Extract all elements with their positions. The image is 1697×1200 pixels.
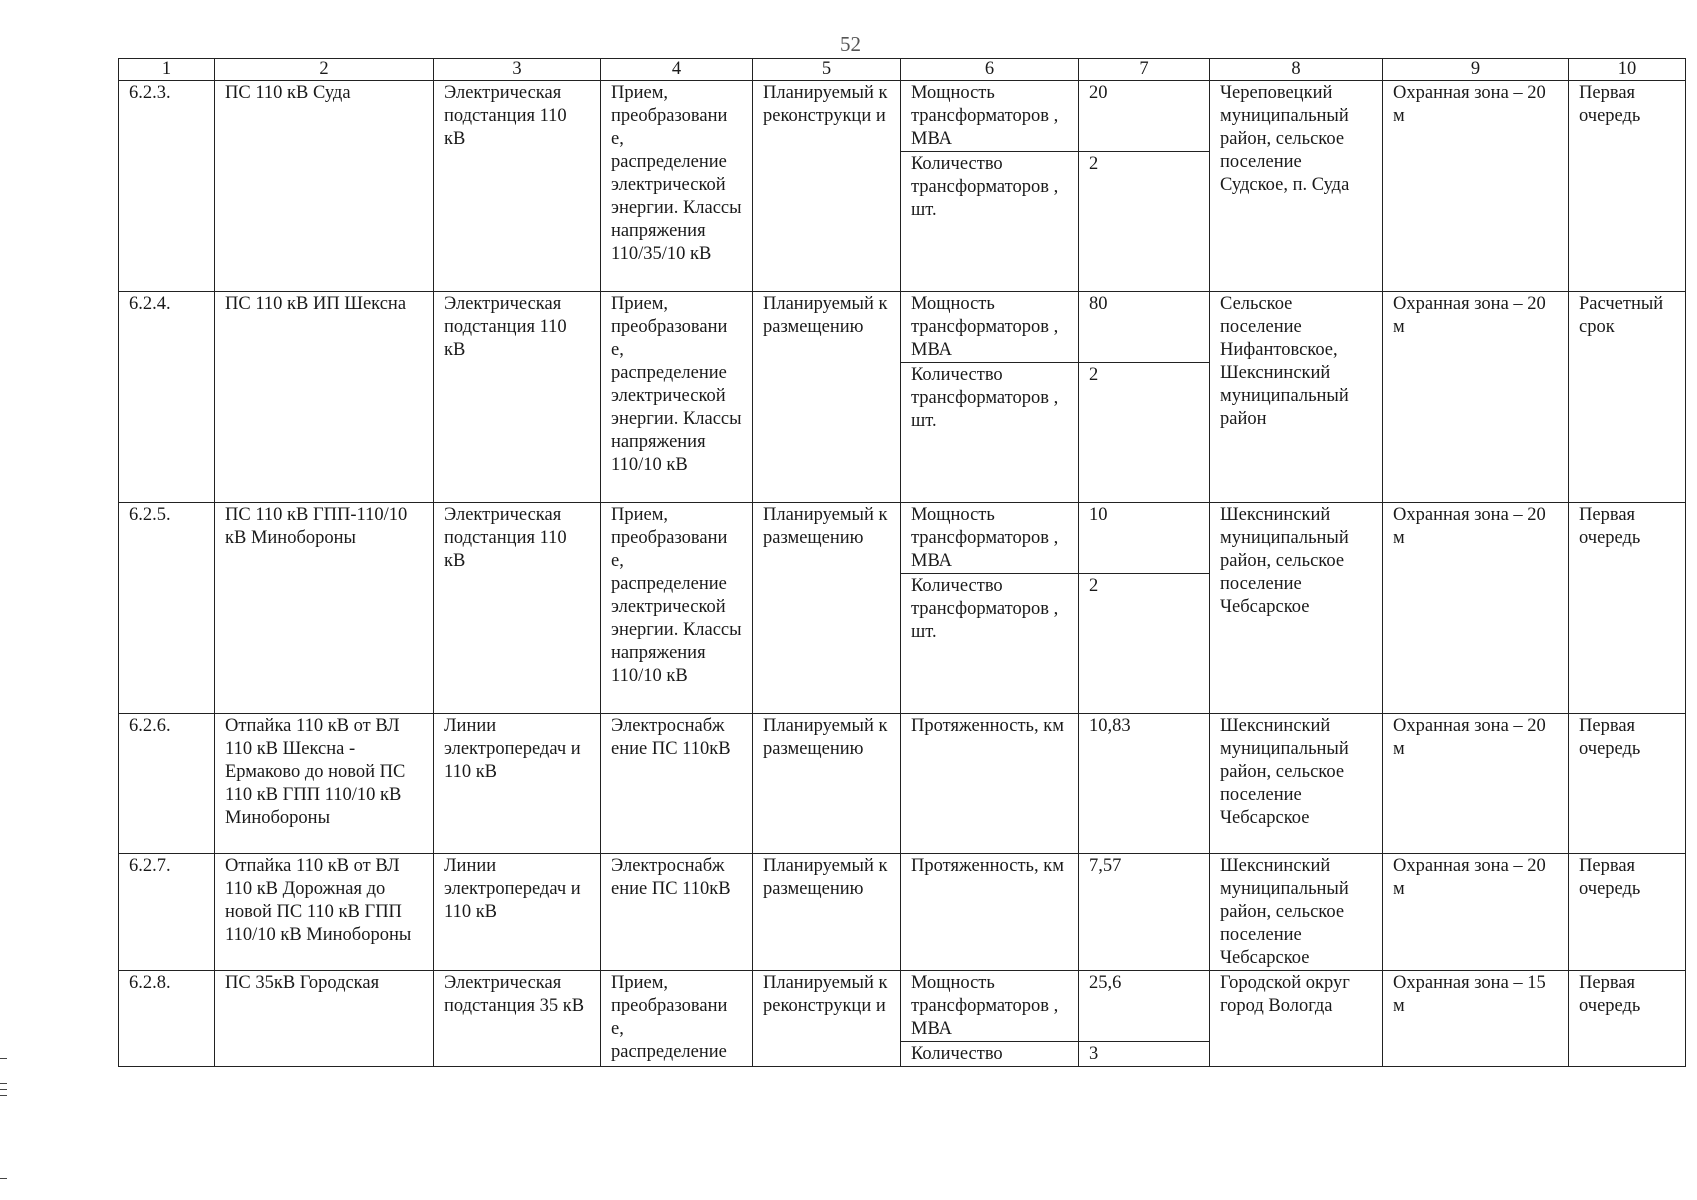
- cell-location: Сельское поселение Нифантовское, Шекснинский муниципальный район: [1210, 292, 1383, 503]
- col-header: 2: [215, 59, 434, 81]
- cell-number: 6.2.8.: [119, 971, 215, 1067]
- cell-param-value: 10,83: [1079, 714, 1210, 854]
- cell-purpose: Прием, преобразовани е, распределение: [601, 971, 753, 1067]
- cell-type: Электрическая подстанция 110 кВ: [434, 503, 601, 714]
- cell-name: ПС 110 кВ ГПП-110/10 кВ Минобороны: [215, 503, 434, 714]
- cell-term: Первая очередь: [1569, 971, 1686, 1067]
- cell-purpose: Прием, преобразовани е, распределение электрической энергии. Классы напряжения 110/10 кВ: [601, 292, 753, 503]
- header-row: [119, 59, 1686, 81]
- cell-name: ПС 35кВ Городская: [215, 971, 434, 1067]
- cell-number: 6.2.5.: [119, 503, 215, 714]
- cell-param-label: Количество: [901, 1042, 1079, 1067]
- cell-type: Электрическая подстанция 35 кВ: [434, 971, 601, 1067]
- cell-param-value: 25,6: [1079, 971, 1210, 1042]
- cell-term: Первая очередь: [1569, 854, 1686, 971]
- cell-param-label: Мощность трансформаторов , МВА: [901, 292, 1079, 363]
- table-row: [119, 292, 1686, 363]
- col-header: 10: [1569, 59, 1686, 81]
- margin-mark: [0, 1058, 7, 1059]
- cell-param-value: 3: [1079, 1042, 1210, 1067]
- col-header: 7: [1079, 59, 1210, 81]
- cell-number: 6.2.6.: [119, 714, 215, 854]
- cell-type: Линии электропередач и 110 кВ: [434, 714, 601, 854]
- cell-param-label: Протяженность, км: [901, 714, 1079, 854]
- cell-name: Отпайка 110 кВ от ВЛ 110 кВ Дорожная до новой ПС 110 кВ ГПП 110/10 кВ Минобороны: [215, 854, 434, 971]
- cell-status: Планируемый к размещению: [753, 503, 901, 714]
- cell-param-value: 2: [1079, 363, 1210, 503]
- col-header: 4: [601, 59, 753, 81]
- table-row: [119, 503, 1686, 574]
- cell-type: Электрическая подстанция 110 кВ: [434, 81, 601, 292]
- cell-term: Первая очередь: [1569, 81, 1686, 292]
- cell-number: 6.2.4.: [119, 292, 215, 503]
- col-header: 9: [1383, 59, 1569, 81]
- cell-status: Планируемый к реконструкци и: [753, 81, 901, 292]
- cell-term: Расчетный срок: [1569, 292, 1686, 503]
- cell-purpose: Электроснабж ение ПС 110кВ: [601, 714, 753, 854]
- cell-name: ПС 110 кВ ИП Шексна: [215, 292, 434, 503]
- cell-param-label: Количество трансформаторов , шт.: [901, 152, 1079, 292]
- table-row: [119, 81, 1686, 152]
- cell-location: Шекснинский муниципальный район, сельское поселение Чебсарское: [1210, 714, 1383, 854]
- cell-param-label: Мощность трансформаторов , МВА: [901, 971, 1079, 1042]
- margin-mark: [0, 1083, 7, 1084]
- cell-param-label: Количество трансформаторов , шт.: [901, 363, 1079, 503]
- table-row: [119, 714, 1686, 854]
- margin-mark: [0, 1178, 7, 1179]
- cell-purpose: Прием, преобразовани е, распределение электрической энергии. Классы напряжения 110/35/10 кВ: [601, 81, 753, 292]
- col-header: 3: [434, 59, 601, 81]
- cell-param-value: 2: [1079, 574, 1210, 714]
- cell-status: Планируемый к размещению: [753, 292, 901, 503]
- cell-location: Шекснинский муниципальный район, сельское поселение Чебсарское: [1210, 503, 1383, 714]
- cell-term: Первая очередь: [1569, 503, 1686, 714]
- cell-zone: Охранная зона – 20 м: [1383, 714, 1569, 854]
- cell-param-label: Количество трансформаторов , шт.: [901, 574, 1079, 714]
- table-row: [119, 971, 1686, 1042]
- col-header: 6: [901, 59, 1079, 81]
- cell-zone: Охранная зона – 20 м: [1383, 292, 1569, 503]
- cell-type: Линии электропередач и 110 кВ: [434, 854, 601, 971]
- cell-type: Электрическая подстанция 110 кВ: [434, 292, 601, 503]
- cell-param-value: 7,57: [1079, 854, 1210, 971]
- cell-number: 6.2.7.: [119, 854, 215, 971]
- cell-term: Первая очередь: [1569, 714, 1686, 854]
- objects-table: [118, 58, 1686, 1067]
- cell-param-value: 80: [1079, 292, 1210, 363]
- cell-number: 6.2.3.: [119, 81, 215, 292]
- cell-zone: Охранная зона – 20 м: [1383, 854, 1569, 971]
- cell-param-label: Мощность трансформаторов , МВА: [901, 503, 1079, 574]
- col-header: 8: [1210, 59, 1383, 81]
- margin-mark: [0, 1089, 7, 1090]
- cell-status: Планируемый к размещению: [753, 854, 901, 971]
- cell-zone: Охранная зона – 15 м: [1383, 971, 1569, 1067]
- cell-zone: Охранная зона – 20 м: [1383, 81, 1569, 292]
- cell-param-label: Протяженность, км: [901, 854, 1079, 971]
- cell-status: Планируемый к реконструкци и: [753, 971, 901, 1067]
- cell-purpose: Электроснабж ение ПС 110кВ: [601, 854, 753, 971]
- col-header: 1: [119, 59, 215, 81]
- cell-purpose: Прием, преобразовани е, распределение электрической энергии. Классы напряжения 110/10 кВ: [601, 503, 753, 714]
- cell-param-value: 2: [1079, 152, 1210, 292]
- cell-status: Планируемый к размещению: [753, 714, 901, 854]
- cell-name: Отпайка 110 кВ от ВЛ 110 кВ Шексна - Ермаково до новой ПС 110 кВ ГПП 110/10 кВ Минобороны: [215, 714, 434, 854]
- cell-location: Череповецкий муниципальный район, сельское поселение Судское, п. Суда: [1210, 81, 1383, 292]
- cell-param-value: 10: [1079, 503, 1210, 574]
- table-row: [119, 854, 1686, 971]
- cell-location: Городской округ город Вологда: [1210, 971, 1383, 1067]
- cell-param-label: Мощность трансформаторов , МВА: [901, 81, 1079, 152]
- page-number: 52: [840, 32, 861, 56]
- cell-location: Шекснинский муниципальный район, сельское поселение Чебсарское: [1210, 854, 1383, 971]
- col-header: 5: [753, 59, 901, 81]
- cell-name: ПС 110 кВ Суда: [215, 81, 434, 292]
- cell-param-value: 20: [1079, 81, 1210, 152]
- cell-zone: Охранная зона – 20 м: [1383, 503, 1569, 714]
- margin-mark: [0, 1095, 7, 1096]
